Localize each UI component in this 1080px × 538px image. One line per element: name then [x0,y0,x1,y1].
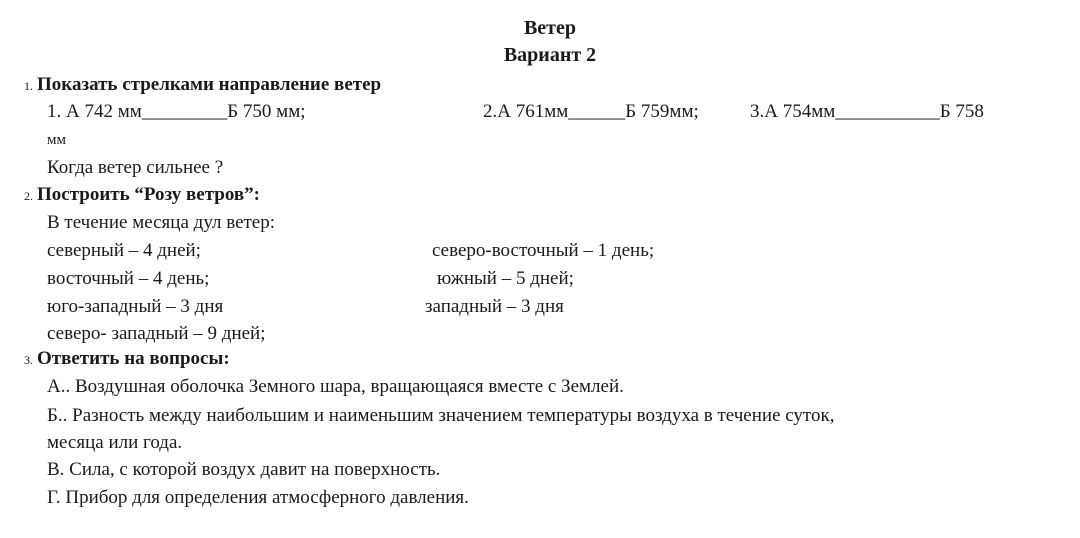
task1-number: 1. [24,79,33,93]
question-a: А.. Воздушная оболочка Земного шара, вращающаяся вместе с Землей. [47,376,624,397]
task2-number: 2. [24,189,33,203]
task2-heading-text: Построить “Розу ветров”: [37,184,260,205]
wind-south: южный – 5 дней; [437,268,574,289]
pressure-pair-3: 3.А 754мм___________Б 758 [750,101,984,122]
question-b-line2: месяца или года. [47,432,183,453]
task1-heading-text: Показать стрелками направление ветер [37,74,382,95]
wind-southwest: юго-западный – 3 дня [47,296,224,317]
question-b-line1: Б.. Разность между наибольшим и наименьшим значением температуры воздуха в течение суток, [47,405,835,426]
wind-north: северный – 4 дней; [47,240,201,261]
task2-heading [24,182,260,209]
worksheet-title: Ветер [523,17,577,39]
pressure-pair-2: 2.А 761мм______Б 759мм; [483,101,699,122]
wind-west: западный – 3 дня [425,296,564,317]
question-c: В. Сила, с которой воздух давит на поверхность. [47,459,441,480]
task3-number: 3. [24,353,33,367]
variant-title: Вариант 2 [503,44,597,66]
task1-heading [24,72,381,99]
wind-intro: В течение месяца дул ветер: [47,212,276,233]
pressure-pair-3-unit: мм [47,132,66,148]
question-d: Г. Прибор для определения атмосферного давления. [47,487,469,508]
wind-east: восточный – 4 день; [47,268,210,289]
task3-heading-text: Ответить на вопросы: [37,348,230,369]
pressure-pair-1: 1. А 742 мм_________Б 750 мм; [47,101,306,122]
wind-northeast: северо-восточный – 1 день; [432,240,655,261]
task3-heading [24,346,230,373]
task1-question: Когда ветер сильнее ? [47,157,224,178]
wind-northwest: северо- западный – 9 дней; [47,323,266,344]
